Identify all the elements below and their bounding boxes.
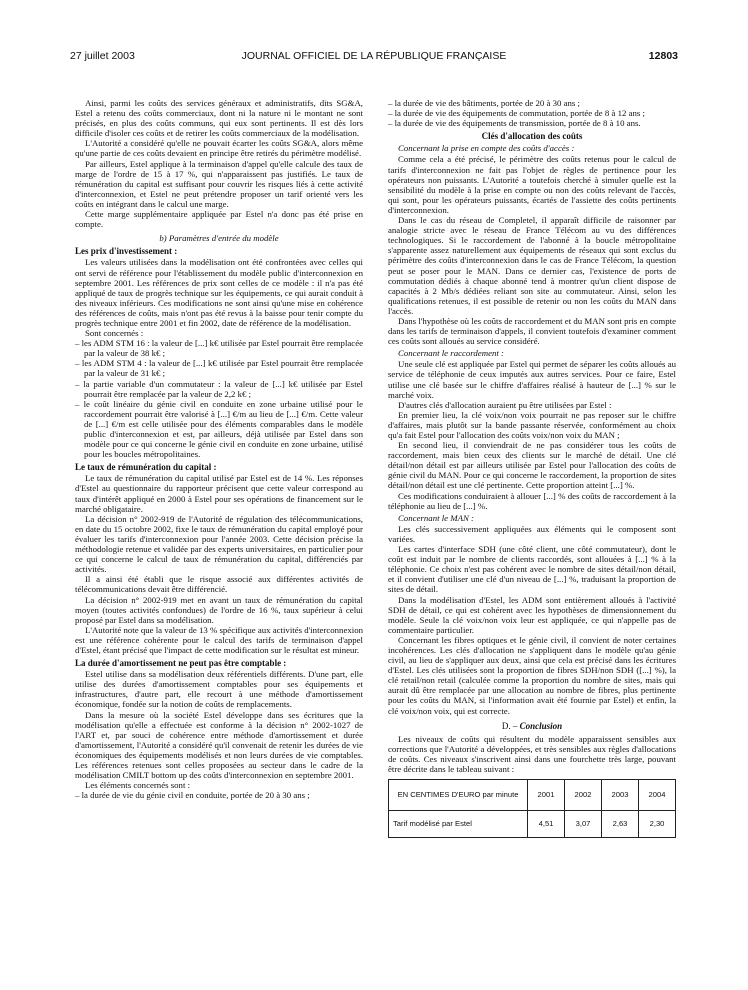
table-header-year: 2004 <box>639 780 676 811</box>
table-cell: 2,63 <box>602 811 639 838</box>
subsection-heading: b) Paramètres d'entrée du modèle <box>159 233 279 244</box>
table-header-row <box>389 780 676 811</box>
paragraph: Estel utilise dans sa modélisation deux référentiels différents. D'une part, elle utilise des durées d'amortissement comptables pour ses équipements et infrastructures, d'autre part, elle recourt à une méthode d'amortissement économique, fondée sur la notion de coûts de remplacements. <box>75 669 363 710</box>
heading-duree: La durée d'amortissement ne peut pas être comptable : <box>75 658 287 669</box>
paragraph: Le taux de rémunération du capital utilisé par Estel est de 14 %. Les réponses d'Estel au questionnaire du rapporteur précisent que cette valeur correspond au taux d'intérêt appliqué en 2000 à Estel pour ses opérations de financement sur le marché obligataire. <box>75 473 363 514</box>
paragraph: Par ailleurs, Estel applique à la terminaison d'appel qu'elle calcule des taux de marge de l'ordre de 15 à 17 %, qui n'apparaissent pas justifiés. Le taux de rémunération du capital est suffisant pour couvrir les risques liés à cette activité d'interconnexion, et Estel ne peut prétendre proposer un tarif orienté vers les coûts en intégrant dans le calcul une marge. <box>75 158 363 209</box>
italic-subheading: Concernant la prise en compte des coûts d'accès : <box>398 143 575 154</box>
table-row-label: Tarif modélisé par Estel <box>389 811 528 838</box>
section-heading-conclusion <box>388 721 676 731</box>
paragraph: Dans la mesure où la société Estel développe dans ses écritures que la modélisation qu'elle a effectuée est conforme à la décision n° 2002-1027 de l'ART et, par souci de cohérence entre méthode d'amortissement et durée d'amortissement, l'Autorité a considéré qu'il convenait de retenir les durées de vie économiques des équipements modélisés et non leurs durées de vie comptables. Les références retenues sont celles proposées au secteur dans le cadre de la modélisation CMILT bottom up des coûts d'interconnexion en septembre 2001. <box>75 709 363 781</box>
header-title: JOURNAL OFFICIEL DE LA RÉPUBLIQUE FRANÇAISE <box>241 50 507 62</box>
table-cell: 2,30 <box>639 811 676 838</box>
paragraph: En premier lieu, la clé voix/non voix pourrait ne pas reposer sur le chiffre d'affaires, mais plutôt sur la bande passante réservée, conformément au choix qu'a fait Estel pour l'allocation des coûts voix/non voix du MAN ; <box>388 409 676 440</box>
right-column <box>388 98 676 838</box>
list-item: – la durée de vie des bâtiments, portée de 20 à 30 ans ; <box>388 98 581 108</box>
table-row <box>389 811 676 838</box>
list-item: – la durée de vie des équipements de commutation, portée de 8 à 12 ans ; <box>388 108 645 119</box>
paragraph: L'Autorité note que la valeur de 13 % spécifique aux activités d'interconnexion est une référence cohérente pour le calcul des tarifs de terminaison d'appel d'Estel, étant précisé que l'impact de cette modification sur le résultat est mineur. <box>75 624 363 655</box>
header-date: 27 juillet 2003 <box>70 50 135 62</box>
table-cell: 3,07 <box>565 811 602 838</box>
list-item: – les ADM STM 16 : la valeur de [...] k€ utilisée par Estel pourrait être remplacée par la valeur de 38 k€ ; <box>75 338 364 359</box>
paragraph: Comme cela a été précisé, le périmètre des coûts retenus pour le calcul de tarifs d'interconnexion ne fait pas l'objet de règles de pertinence pour les opérateurs non puissants. L'Autorité a toutefois cherché à simuler quelle est la sensibilité du modèle à la prise en compte ou non des coûts relevant de l'accès, qui sont, pour les opérateurs puissants, écartés de l'assiette des coûts pertinents d'interconnexion. <box>388 154 676 215</box>
list-item: – la durée de vie du génie civil en conduite, portée de 20 à 30 ans ; <box>75 790 310 801</box>
paragraph: Dans la modélisation d'Estel, les ADM sont entièrement alloués à l'activité SDH de détail, ce qui est cohérent avec les hypothèses de dimensionnement du modèle. Seule la clé voix/non voix leur est appliquée, ce qui n'appelle pas de commentaire particulier. <box>388 594 676 635</box>
paragraph: D'autres clés d'allocation auraient pu être utilisées par Estel : <box>398 399 612 410</box>
paragraph: Concernant les fibres optiques et le génie civil, il convient de noter certaines incohérences. Les clés d'allocation ne s'appliquent dans le modèle qu'au génie civil, au lieu de s'appliquer aux deux, ainsi que cela est précisé dans les écritures d'Estel. Les clés utilisées sont la proportion de fibres SDH/non SDH ([...] %), la clé retail/non retail (calculée comme la proportion du nombre de sites, mais qui aurait dû être remplacée par une allocation au nombre de fibres, plus pertinente pour les coûts du MAN, si l'information avait été fournie par Estel) et enfin, la clé voix/non voix, qui est correcte. <box>388 634 676 716</box>
paragraph: Les niveaux de coûts qui résultent du modèle apparaissent sensibles aux corrections que l'Autorité a développées, et très sensibles aux règles d'allocations de coûts. Ces niveaux s'inscrivent ainsi dans une fourchette très large, pouvant être décrite dans le tableau suivant : <box>388 733 676 774</box>
paragraph: Ces modifications conduiraient à allouer [...] % des coûts de raccordement à la téléphonie au lieu de [...] %. <box>388 490 676 511</box>
heading-cles: Clés d'allocation des coûts <box>481 131 583 142</box>
left-column <box>75 98 363 800</box>
table-cell: 4,51 <box>528 811 565 838</box>
paragraph: Sont concernés : <box>85 328 144 339</box>
paragraph: L'Autorité a considéré qu'elle ne pouvait écarter les coûts SG&A, alors même qu'une partie de ces coûts devaient en principe être retirés du périmètre modélisé. <box>75 138 363 159</box>
table-header-year: 2002 <box>565 780 602 811</box>
paragraph: La décision n° 2002-919 de l'Autorité de régulation des télécommunications, en date du 15 octobre 2002, fixe le taux de rémunération du capital employé pour évaluer les tarifs d'interconnexion pour l'année 2003. Cette décision précise la méthodologie retenue et validée par des experts universitaires, en particulier pour ce qui concerne le calcul de taux de rémunération du capital, différenciés par activités. <box>75 513 363 575</box>
page-header <box>70 50 678 64</box>
paragraph: La décision n° 2002-919 met en avant un taux de rémunération du capital moyen (toutes activités confondues) de l'ordre de 16 %, taux supérieur à celui proposé par Estel dans sa modélisation. <box>75 594 363 625</box>
italic-subheading: Concernant le raccordement : <box>398 348 504 359</box>
table-header-year: 2001 <box>528 780 565 811</box>
heading-prix: Les prix d'investissement : <box>75 246 178 257</box>
paragraph: Les cartes d'interface SDH (une côté client, une côté commutateur), dont le coût est induit par le nombre de clients raccordés, sont allouées à [...] % à la téléphonie. Ce choix n'est pas cohérent avec le nombre de sites détail/non détail, et il convient d'utiliser une clé d'un niveau de [...] %, traduisant la proportion de sites de détail. <box>388 544 676 595</box>
tariff-table <box>388 779 676 838</box>
paragraph: Une seule clé est appliquée par Estel qui permet de séparer les coûts alloués au service de téléphonie de ceux imputés aux autres services. Pour ce faire, Estel utilise une clé basée sur le chiffre d'affaires réalisé à hauteur de [...] % sur le marché voix. <box>388 359 676 400</box>
table-header-label: EN CENTIMES D'EURO par minute <box>389 780 528 811</box>
paragraph: Il a ainsi été établi que le risque associé aux différentes activités de télécommunications devait être différencié. <box>75 574 363 595</box>
section-number: D. – <box>501 720 518 731</box>
paragraph: Dans l'hypothèse où les coûts de raccordement et du MAN sont pris en compte dans les tarifs de terminaison d'appels, il convient toutefois d'examiner comment ces coûts sont alloués au service considéré. <box>388 315 676 347</box>
paragraph: Les clés successivement appliquées aux éléments qui le composent sont variées. <box>388 523 676 544</box>
list-item: – le coût linéaire du génie civil en conduite en zone urbaine utilisé pour le raccordement pourrait être valorisé à [...] €/m au lieu de [...] €/m. Cette valeur de [...] €/m est celle utilisée pour des éléments comparables dans le modèle public d'interconnexion et est, par ailleurs, déjà utilisée par Estel dans son modèle pour ce qui concerne le génie civil en conduite en zone urbaine, utilisé pour les boucles métropolitaines. <box>75 398 363 460</box>
paragraph: En second lieu, il conviendrait de ne pas considérer tous les coûts de raccordement, mais bien ceux des clients sur le marché de détail. Une clé détail/non détail est par ailleurs utilisée par Estel pour l'allocation des coûts de génie civil du MAN. Pour ce qui concerne le raccordement, la proportion de sites détail/non détail est une clé pertinente. Cette proportion atteint [...] %. <box>388 440 676 491</box>
heading-taux: Le taux de rémunération du capital : <box>75 462 217 473</box>
italic-subheading: Concernant le MAN : <box>398 512 474 523</box>
section-title: Conclusion <box>519 720 563 731</box>
list-item: – les ADM STM 4 : la valeur de [...] k€ utilisée par Estel pourrait être remplacée par la valeur de 31 k€ ; <box>75 358 363 379</box>
list-item: – la partie variable d'un commutateur : la valeur de [...] k€ utilisée par Estel pourrait être remplacée par la valeur de 2,2 k€ ; <box>75 378 363 399</box>
paragraph: Dans le cas du réseau de Completel, il apparaît difficile de raisonner par analogie stricte avec le réseau de France Télécom au vu des différences technologiques. Si le raccordement de l'abonné à la boucle métropolitaine s'apparente assez naturellement aux équipements de réseaux qui sont exclus du périmètre des coûts d'interconnexion dans le cas de France Télécom, la question peut se poser pour le MAN. Dans ce dernier cas, l'existence de ports de commutation dédiés à chaque abonné tend à montrer qu'un client dispose de capacités à 2 Mb/s dédiées reliant son site au commutateur. Ainsi, selon les qualifications retenues, il est possible de retenir ou non les coûts du MAN dans l'accès. <box>388 215 676 316</box>
paragraph: Les valeurs utilisées dans la modélisation ont été confrontées avec celles qui ont servi de référence pour l'établissement du modèle public d'interconnexion en septembre 2001. Les références de prix sont celles de ce modèle : il n'a pas été appliqué de taux de progrès technique sur les équipements, ce qui aurait conduit à des niveaux inférieurs. Ces modifications ne sont ainsi qu'une mise en cohérence des références de coûts, mais n'ont pas été revus à la baisse pour tenir compte du progrès technique entre 2001 et fin 2002, date de référence de la modélisation. <box>75 257 363 328</box>
paragraph: Les éléments concernés sont : <box>85 780 191 791</box>
list-item: – la durée de vie des équipements de transmission, portée de 8 à 10 ans. <box>388 118 641 129</box>
page-number: 12803 <box>648 50 678 62</box>
paragraph: Ainsi, parmi les coûts des services généraux et administratifs, dits SG&A, Estel a retenu des coûts commerciaux, dont ni la nature ni le montant ne sont précisés, en plus des coûts communs, qui eux sont pertinents. Il est dès lors difficile d'isoler ces coûts et de retirer les coûts commerciaux de la modélisation. <box>75 98 363 139</box>
paragraph: Cette marge supplémentaire appliquée par Estel n'a donc pas été prise en compte. <box>75 209 363 230</box>
table-header-year: 2003 <box>602 780 639 811</box>
